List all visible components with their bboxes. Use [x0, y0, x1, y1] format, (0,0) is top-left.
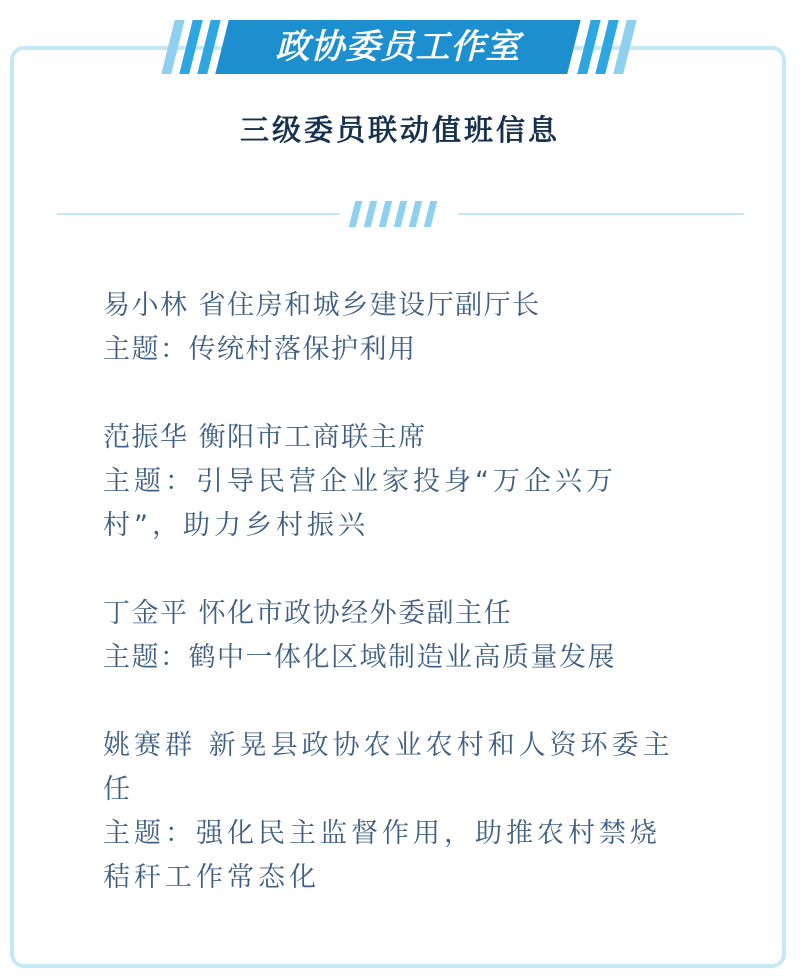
member-name-title: 丁金平 怀化市政协经外委副主任 — [103, 598, 513, 629]
member-name-title: 易小林 省住房和城乡建设厅副厅长 — [103, 290, 541, 321]
member-name-title: 姚赛群 新晃县政协农业农村和人资环委主 — [103, 730, 674, 761]
entry-topic: 主题：强化民主监督作用，助推农村禁烧 — [103, 818, 661, 849]
member-name-title: 范振华 衡阳市工商联主席 — [103, 422, 427, 453]
entry-topic-continued: 村”，助力乡村振兴 — [103, 510, 369, 541]
banner-title: 政协委员工作室 — [275, 27, 521, 67]
entry-topic: 主题：传统村落保护利用 — [103, 334, 417, 365]
divider-line — [57, 213, 340, 215]
duty-entry — [103, 416, 723, 548]
entry-topic: 主题：引导民营企业家投身“万企兴万 — [103, 466, 617, 497]
banner-stripe-decoration — [613, 20, 636, 74]
duty-list — [103, 284, 723, 900]
duty-entry — [103, 724, 723, 900]
duty-entry — [103, 284, 723, 372]
page-subtitle: 三级委员联动值班信息 — [239, 113, 560, 147]
entry-topic: 主题：鹤中一体化区域制造业高质量发展 — [103, 642, 616, 673]
duty-entry — [103, 592, 723, 680]
entry-topic-continued: 秸秆工作常态化 — [103, 862, 320, 893]
header-banner — [160, 20, 640, 74]
divider-line — [458, 213, 744, 215]
member-name-title-continued: 任 — [103, 774, 132, 805]
